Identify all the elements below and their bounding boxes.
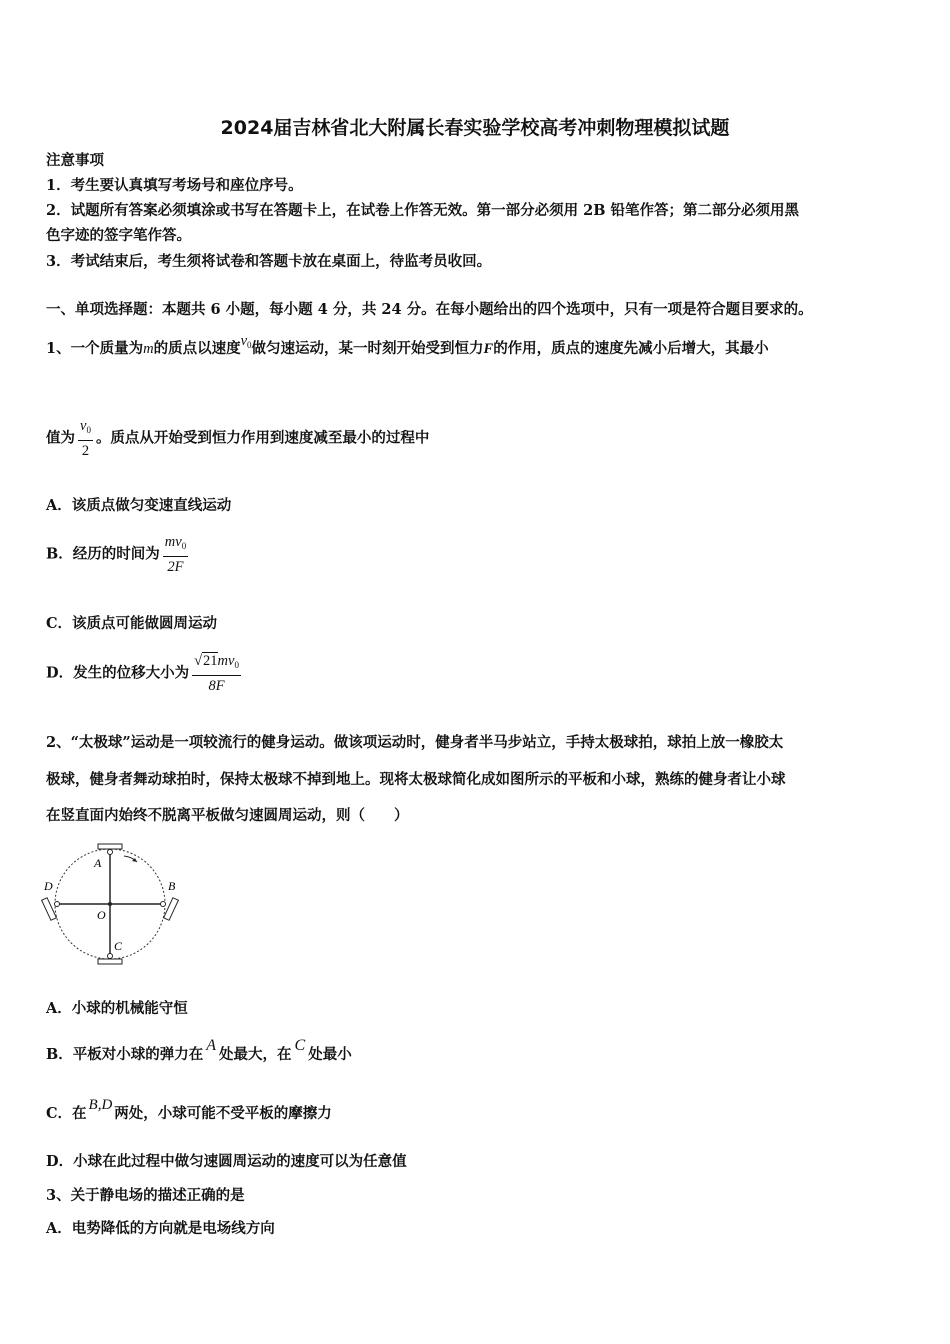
fraction-denominator: 2 [81, 443, 90, 459]
subscript: 0 [247, 340, 252, 350]
force-symbol: F [483, 341, 494, 357]
notice-heading: 注意事项 [46, 152, 104, 169]
page-title: 2024届吉林省北大附属长春实验学校高考冲刺物理模拟试题 [220, 117, 730, 139]
q2-stem-line: 2、“太极球”运动是一项较流行的健身运动。做该项运动时，健身者半马步站立，手持太极球拍，球拍上放一橡胶太 [46, 734, 784, 751]
section-heading: 一、单项选择题：本题共 6 小题，每小题 4 分，共 24 分。在每小题给出的四个选项中，只有一项是符合题目要求的。 [46, 301, 813, 318]
q1-option-c: C．该质点可能做圆周运动 [46, 615, 218, 632]
label-o: O [97, 908, 106, 922]
q1-stem [46, 333, 769, 363]
q1-stem-part: 1、一个质量为 [46, 340, 144, 357]
option-part: 两处，小球可能不受平板的摩擦力 [114, 1105, 332, 1122]
q2-option-c [46, 1097, 332, 1124]
q1-stem-part: 的质点以速度 [153, 340, 241, 357]
paddle-left [42, 898, 57, 920]
paddle-right [164, 898, 179, 920]
q1-stem-part: 的作用，质点的速度先减小后增大，其最小 [493, 340, 769, 357]
q3-option-a: A．电势降低的方向就是电场线方向 [46, 1220, 275, 1237]
mv-text: mv [164, 534, 182, 550]
ball-b [161, 902, 166, 907]
q2-option-b [46, 1037, 352, 1065]
time-fraction [163, 533, 188, 576]
subscript: 0 [86, 425, 91, 435]
fraction-denominator: 8F [208, 678, 225, 694]
sqrt-icon: √ [194, 653, 203, 669]
tai-chi-ball-diagram [40, 838, 190, 970]
q2-option-d: D．小球在此过程中做匀速圆周运动的速度可以为任意值 [46, 1153, 407, 1170]
option-part: 处最小 [308, 1046, 352, 1063]
subscript: 0 [181, 541, 187, 551]
radicand: 21 [203, 653, 218, 669]
q3-stem: 3、关于静电场的描述正确的是 [46, 1187, 245, 1204]
q1-stem-part: 做匀速运动，某一时刻开始受到恒力 [251, 340, 484, 357]
fraction-denominator: 2F [167, 559, 184, 575]
paddle-bottom [98, 959, 122, 964]
label-b: B [168, 879, 176, 893]
fraction-numerator [192, 652, 241, 676]
label-c: C [114, 939, 123, 953]
label-d: D [44, 879, 53, 893]
v-letter: v [240, 333, 248, 349]
paddle-top [98, 844, 122, 849]
q2-stem-line: 在竖直面内始终不脱离平板做匀速圆周运动，则（ ） [46, 807, 409, 824]
ball-d [55, 902, 60, 907]
q2-option-a: A．小球的机械能守恒 [46, 1000, 188, 1017]
mass-symbol: m [143, 341, 154, 357]
q1-option-a: A．该质点做匀变速直线运动 [46, 497, 232, 514]
v-letter: v [80, 418, 87, 434]
notice-item: 色字迹的签字笔作答。 [46, 227, 191, 244]
option-part: C．在 [46, 1105, 87, 1122]
displacement-fraction [192, 652, 241, 695]
q1-option-d [46, 652, 244, 695]
option-part: B．平板对小球的弹力在 [46, 1046, 204, 1063]
velocity-symbol [241, 333, 252, 349]
q1-stem-part: 。质点从开始受到恒力作用到速度减至最小的过程中 [95, 429, 430, 447]
q1-stem-line2 [46, 417, 429, 460]
q1-stem-part: 值为 [46, 429, 75, 447]
option-part: 处最大，在 [219, 1046, 292, 1063]
option-label: B．经历的时间为 [46, 545, 160, 563]
notice-item: 2．试题所有答案必须填涂或书写在答题卡上，在试卷上作答无效。第一部分必须用 2B 铅笔作答；第二部分必须用黑 [46, 202, 800, 219]
fraction-numerator [163, 533, 188, 557]
point-a-symbol: A [206, 1037, 217, 1054]
fraction-numerator [78, 417, 93, 441]
ball-c [108, 954, 113, 959]
points-bd-symbol: B,D [88, 1097, 113, 1113]
center-point [108, 902, 112, 906]
subscript: 0 [234, 660, 239, 670]
v0-over-2-fraction [78, 417, 93, 460]
label-a: A [94, 856, 102, 870]
q1-option-b [46, 533, 191, 576]
notice-item: 1．考生要认真填写考场号和座位序号。 [46, 177, 303, 194]
point-c-symbol: C [294, 1037, 306, 1054]
mv-text: mv [217, 653, 235, 669]
ball-a [108, 850, 113, 855]
option-label: D．发生的位移大小为 [46, 664, 190, 682]
notice-item: 3．考试结束后，考生须将试卷和答题卡放在桌面上，待监考员收回。 [46, 253, 492, 270]
q2-stem-line: 极球，健身者舞动球拍时，保持太极球不掉到地上。现将太极球简化成如图所示的平板和小球，熟练的健身者让小球 [46, 771, 786, 788]
